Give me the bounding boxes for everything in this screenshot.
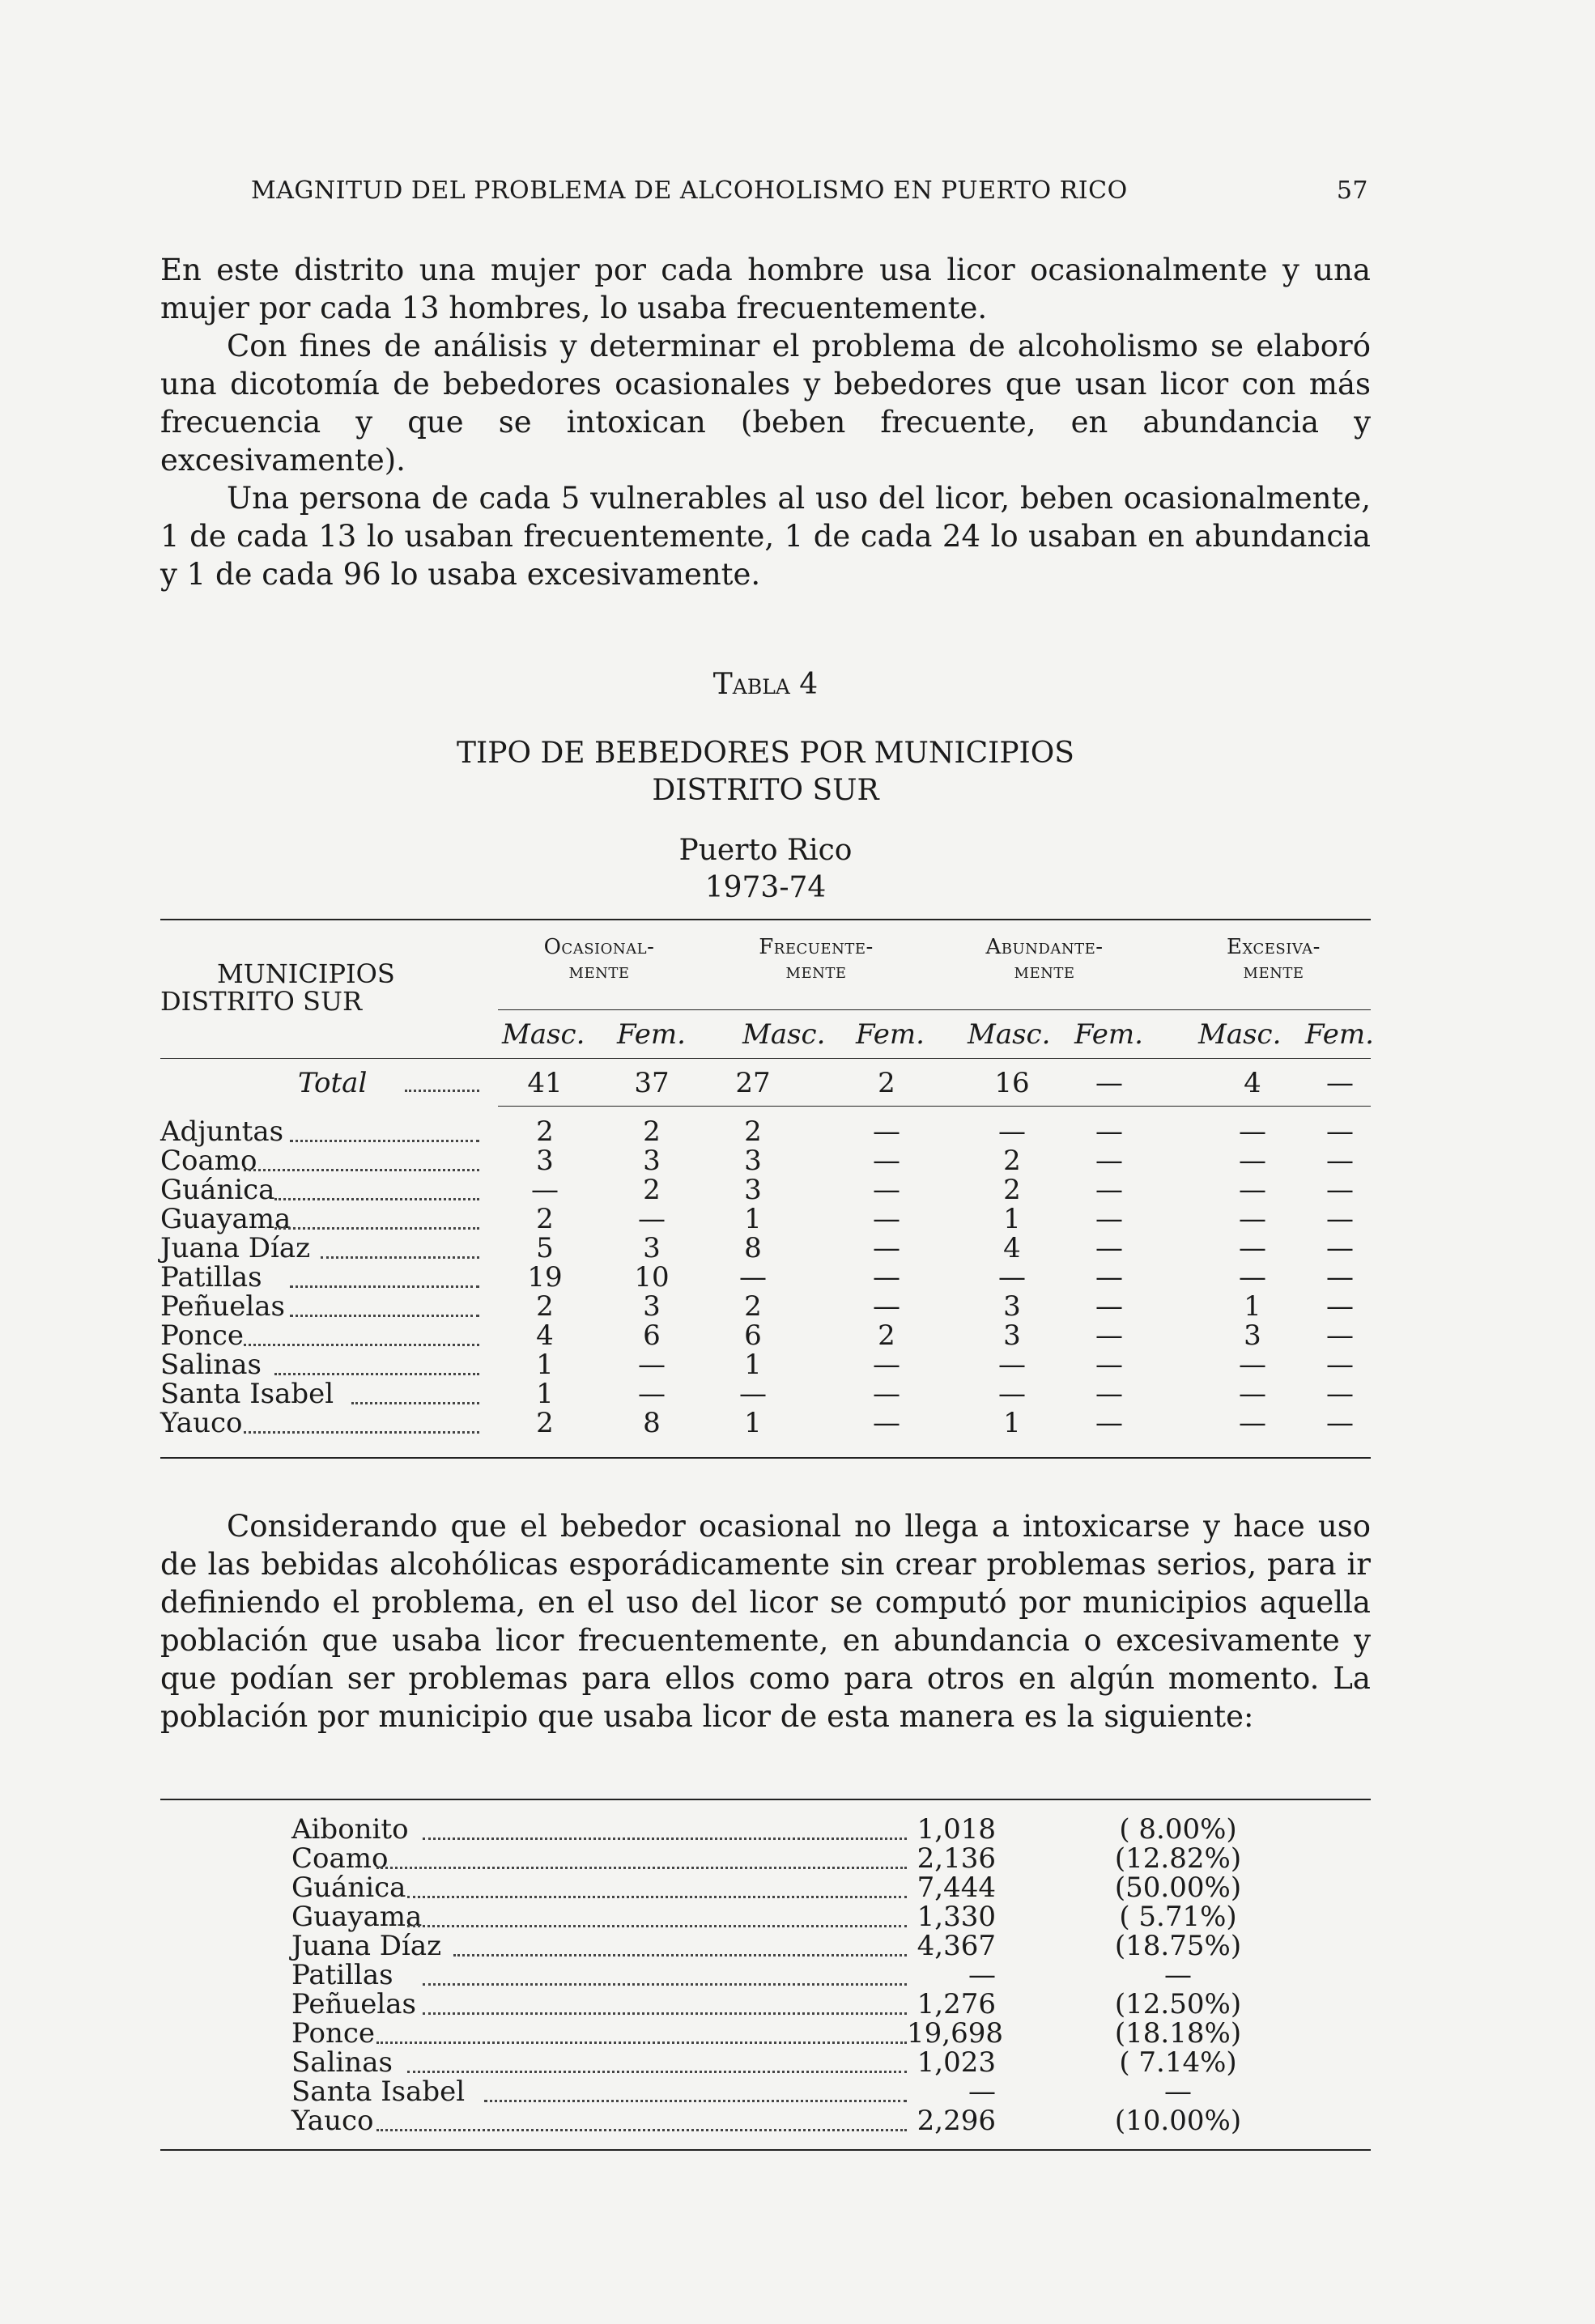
table-row-name: Patillas [160, 1261, 262, 1294]
list-item-value: 19,698 [907, 2017, 1003, 2050]
table-cell: 5 [536, 1232, 554, 1264]
list-item-value: 7,444 [917, 1872, 996, 1904]
leader-dots [423, 1983, 907, 1986]
table-cell: — [873, 1115, 900, 1148]
table-row-name: Juana Díaz [160, 1232, 311, 1264]
table-cell: — [1095, 1115, 1123, 1148]
paragraph-2: Con fines de análisis y determinar el problema de alcoholismo se elaboró una dicotomía de bebedores ocasionales y bebedores que usan licor con más frecuencia y que se intoxican (beben frecuente, en abundancia y excesivamente). [160, 329, 1371, 478]
table-cell: — [1239, 1261, 1266, 1294]
total-cell: 4 [1244, 1067, 1261, 1099]
table-cell: 2 [878, 1319, 895, 1352]
table-cell: — [1095, 1319, 1123, 1352]
leader-dots [376, 2129, 907, 2131]
table-cell: 2 [1003, 1145, 1021, 1177]
leader-dots [484, 2100, 907, 2102]
list-item-value: 1,018 [917, 1813, 996, 1846]
table-cell: — [1326, 1232, 1354, 1264]
intro-text [160, 251, 1371, 593]
leader-dots [290, 1315, 479, 1317]
page-number: 57 [1336, 176, 1368, 205]
table-cell: — [873, 1349, 900, 1381]
table-cell: — [873, 1261, 900, 1294]
table-subtitle-year: 1973-74 [704, 871, 827, 904]
list-item-name: Juana Díaz [291, 1930, 442, 1962]
list-item-name: Aibonito [291, 1813, 409, 1846]
list-item-percent: (12.50%) [1114, 1988, 1242, 2020]
table-cell: — [638, 1349, 666, 1381]
table-cell: — [1095, 1407, 1123, 1439]
list-item-percent: (18.75%) [1114, 1930, 1242, 1962]
table-total-rule [498, 1106, 1371, 1107]
list-item-percent: (50.00%) [1114, 1872, 1242, 1904]
table-cell: — [1239, 1115, 1266, 1148]
table-cell: — [1326, 1378, 1354, 1410]
table-cell: — [873, 1145, 900, 1177]
table-cell: — [998, 1378, 1026, 1410]
list-item-value: 2,136 [917, 1842, 996, 1875]
table-row-name: Coamo [160, 1145, 257, 1177]
header-title: MAGNITUD DEL PROBLEMA DE ALCOHOLISMO EN PUERTO RICO [251, 176, 1128, 205]
table-bottom-rule [160, 1457, 1371, 1459]
table-cell: 3 [744, 1145, 762, 1177]
table-cell: 2 [536, 1203, 554, 1235]
list-item-value: 4,367 [917, 1930, 996, 1962]
table-cell: — [739, 1261, 767, 1294]
table-title: TIPO DE BEBEDORES POR MUNICIPIOS [457, 737, 1074, 770]
table-cell: — [638, 1203, 666, 1235]
table-cell: 4 [1003, 1232, 1021, 1264]
leader-dots [376, 2041, 907, 2044]
list-item-name: Santa Isabel [291, 2075, 466, 2108]
running-header [251, 176, 1368, 205]
table-cell: — [1239, 1349, 1266, 1381]
table-label: Tabla 4 [712, 668, 819, 701]
table-cell: — [1326, 1203, 1354, 1235]
list-item-name: Yauco [291, 2105, 374, 2137]
table-cell: — [1326, 1115, 1354, 1148]
table-header-bottom-rule [160, 1058, 1371, 1059]
group-header-frecuente: Frecuente- mente [759, 935, 874, 984]
list-item-percent: — [1164, 2075, 1192, 2108]
total-cell: 37 [634, 1067, 670, 1099]
table-cell: — [1095, 1378, 1123, 1410]
table-cell: — [739, 1378, 767, 1410]
sub-header-fem: Fem. [856, 1018, 925, 1051]
list-bottom-rule [160, 2149, 1371, 2151]
table-cell: 1 [1003, 1203, 1021, 1235]
table-cell: 6 [643, 1319, 661, 1352]
table-cell: — [1095, 1145, 1123, 1177]
leader-dots [274, 1198, 479, 1200]
group-header-abundante: Abundante- mente [985, 935, 1104, 984]
group-header-excesiva: Excesiva- mente [1227, 935, 1321, 984]
table-cell: — [1239, 1203, 1266, 1235]
table-cell: 3 [744, 1174, 762, 1206]
sub-header-masc: Masc. [502, 1018, 585, 1051]
table-cell: — [1326, 1145, 1354, 1177]
table-cell: — [998, 1349, 1026, 1381]
table-cell: — [1095, 1290, 1123, 1323]
leader-dots [376, 1867, 907, 1869]
total-cell: — [1326, 1067, 1354, 1099]
table-cell: — [1095, 1349, 1123, 1381]
list-item-percent: (12.82%) [1114, 1842, 1242, 1875]
row-header-distrito: DISTRITO SUR [160, 986, 363, 1017]
table-row-name: Guánica [160, 1174, 275, 1206]
leader-dots [423, 2012, 907, 2015]
list-item-value: — [968, 1959, 996, 1991]
list-item-name: Coamo [291, 1842, 389, 1875]
paragraph-1: En este distrito una mujer por cada hombre usa licor ocasionalmente y una mujer por cada 13 hombres, lo usaba frecuentemente. [160, 253, 1371, 325]
table-cell: 2 [1003, 1174, 1021, 1206]
list-item-name: Ponce [291, 2017, 376, 2050]
list-item-name: Peñuelas [291, 1988, 416, 2020]
total-cell: 41 [527, 1067, 563, 1099]
table-cell: 2 [536, 1115, 554, 1148]
leader-dots [244, 1431, 479, 1434]
leader-dots [321, 1256, 479, 1259]
list-item-name: Salinas [291, 2046, 393, 2079]
table-cell: 8 [744, 1232, 762, 1264]
sub-header-masc: Masc. [968, 1018, 1051, 1051]
sub-header-masc: Masc. [1198, 1018, 1282, 1051]
table-cell: 4 [536, 1319, 554, 1352]
table-cell: — [998, 1115, 1026, 1148]
list-top-rule [160, 1799, 1371, 1800]
list-item-value: — [968, 2075, 996, 2108]
list-item-percent: ( 7.14%) [1119, 2046, 1237, 2079]
table-cell: — [1239, 1232, 1266, 1264]
table-row-name: Salinas [160, 1349, 262, 1381]
table-row-name: Santa Isabel [160, 1378, 334, 1410]
table-cell: — [1239, 1378, 1266, 1410]
total-cell: 27 [735, 1067, 771, 1099]
table-cell: 2 [744, 1290, 762, 1323]
table-cell: 2 [536, 1290, 554, 1323]
leader-dots [244, 1169, 479, 1171]
table-cell: — [1326, 1290, 1354, 1323]
table-cell: — [1326, 1349, 1354, 1381]
leader-dots [453, 1954, 907, 1956]
leader-dots [405, 1090, 479, 1092]
leader-dots [407, 1925, 907, 1927]
group-header-ocasional: Ocasional- mente [543, 935, 655, 984]
leader-dots [407, 1896, 907, 1898]
leader-dots [407, 2071, 907, 2073]
table-cell: — [873, 1203, 900, 1235]
table-row-name: Guayama [160, 1203, 291, 1235]
table-cell: — [873, 1174, 900, 1206]
table-cell: 3 [1003, 1290, 1021, 1323]
table-row-name: Yauco [160, 1407, 243, 1439]
sub-header-fem: Fem. [1305, 1018, 1374, 1051]
table-cell: 3 [1003, 1319, 1021, 1352]
paragraph-3: Una persona de cada 5 vulnerables al uso del licor, beben ocasionalmente, 1 de cada 13 lo usaban frecuentemente, 1 de cada 24 lo usaban en abundancia y 1 de cada 96 lo usaba excesivamente. [160, 481, 1371, 592]
table-cell: 1 [1244, 1290, 1261, 1323]
table-cell: 19 [527, 1261, 563, 1294]
table-cell: 2 [643, 1115, 661, 1148]
table-cell: 3 [643, 1145, 661, 1177]
table-cell: — [873, 1290, 900, 1323]
table-cell: 1 [744, 1349, 762, 1381]
table-cell: — [1326, 1319, 1354, 1352]
table-cell: — [1239, 1145, 1266, 1177]
table-cell: 2 [536, 1407, 554, 1439]
table-cell: — [1239, 1174, 1266, 1206]
table-cell: — [1095, 1203, 1123, 1235]
total-cell: 16 [994, 1067, 1030, 1099]
list-item-percent: (10.00%) [1114, 2105, 1242, 2137]
table-cell: 6 [744, 1319, 762, 1352]
row-header-municipios: MUNICIPIOS [217, 958, 395, 989]
table-cell: 10 [634, 1261, 670, 1294]
paragraph-4: Considerando que el bebedor ocasional no llega a intoxicarse y hace uso de las bebidas alcohólicas esporádicamente sin crear problemas serios, para ir definiendo el problema, en el uso del licor se computó por municipios aquella población que usaba licor frecuentemente, en abundancia o excesivamente y que podían ser problemas para ellos como para otros en algún momento. La población por municipio que usaba licor de esta manera es la siguiente: [160, 1509, 1371, 1734]
table-cell: — [873, 1232, 900, 1264]
table-cell: — [873, 1378, 900, 1410]
leader-dots [244, 1344, 479, 1346]
list-item-name: Guayama [291, 1901, 423, 1933]
table-cell: 2 [643, 1174, 661, 1206]
total-cell: 2 [878, 1067, 895, 1099]
table-cell: 1 [1003, 1407, 1021, 1439]
table-cell: — [1095, 1232, 1123, 1264]
table-cell: — [638, 1378, 666, 1410]
leader-dots [274, 1227, 479, 1230]
table-cell: — [531, 1174, 559, 1206]
table-subtitle-place: Puerto Rico [678, 834, 853, 867]
list-item-percent: — [1164, 1959, 1192, 1991]
table-row-name: Peñuelas [160, 1290, 285, 1323]
leader-dots [290, 1140, 479, 1142]
table-title-district: DISTRITO SUR [652, 774, 879, 807]
table-cell: — [1326, 1407, 1354, 1439]
table-cell: — [998, 1261, 1026, 1294]
table-subheader-rule [498, 1009, 1371, 1010]
leader-dots [351, 1402, 479, 1404]
list-item-value: 1,276 [917, 1988, 996, 2020]
table-cell: 1 [744, 1203, 762, 1235]
total-label: Total [298, 1067, 368, 1099]
list-item-percent: ( 5.71%) [1119, 1901, 1237, 1933]
table-cell: 1 [536, 1349, 554, 1381]
table-row-name: Adjuntas [160, 1115, 284, 1148]
table-cell: 2 [744, 1115, 762, 1148]
total-cell: — [1095, 1067, 1123, 1099]
leader-dots [290, 1285, 479, 1288]
sub-header-fem: Fem. [1074, 1018, 1143, 1051]
table-cell: 3 [1244, 1319, 1261, 1352]
sub-header-fem: Fem. [617, 1018, 686, 1051]
leader-dots [423, 1838, 907, 1840]
table-cell: — [1095, 1261, 1123, 1294]
list-item-value: 1,023 [917, 2046, 996, 2079]
table-cell: — [873, 1407, 900, 1439]
table-cell: 3 [536, 1145, 554, 1177]
sub-header-masc: Masc. [742, 1018, 826, 1051]
table-cell: — [1326, 1174, 1354, 1206]
list-item-percent: (18.18%) [1114, 2017, 1242, 2050]
table-cell: 1 [536, 1378, 554, 1410]
leader-dots [274, 1373, 479, 1375]
table-cell: — [1239, 1407, 1266, 1439]
table-cell: 3 [643, 1290, 661, 1323]
table-top-rule [160, 919, 1371, 920]
table-cell: 3 [643, 1232, 661, 1264]
lower-text [160, 1507, 1371, 1736]
table-row-name: Ponce [160, 1319, 245, 1352]
table-cell: 1 [744, 1407, 762, 1439]
table-cell: — [1326, 1261, 1354, 1294]
list-item-percent: ( 8.00%) [1119, 1813, 1237, 1846]
list-item-name: Patillas [291, 1959, 393, 1991]
table-cell: 8 [643, 1407, 661, 1439]
list-item-value: 1,330 [917, 1901, 996, 1933]
table-cell: — [1095, 1174, 1123, 1206]
list-item-name: Guánica [291, 1872, 406, 1904]
list-item-value: 2,296 [917, 2105, 996, 2137]
